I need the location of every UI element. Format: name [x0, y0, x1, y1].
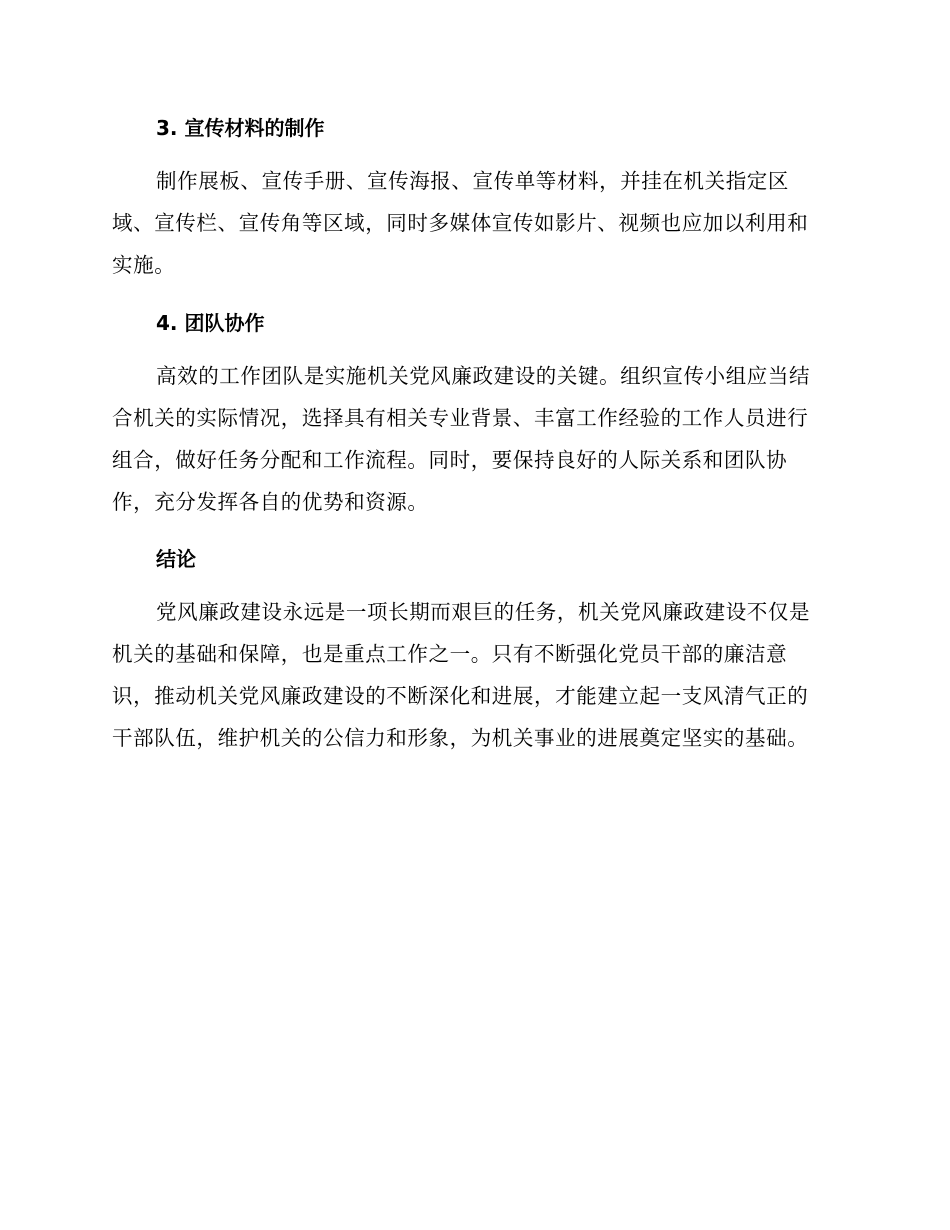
paragraph-line: 干部队伍，维护机关的公信力和形象，为机关事业的进展奠定坚实的基础。	[112, 726, 809, 750]
paragraph-line: 作，充分发挥各自的优势和资源。	[112, 490, 429, 514]
paragraph-line: 制作展板、宣传手册、宣传海报、宣传单等材料，并挂在机关指定区	[156, 169, 789, 193]
paragraph-line: 域、宣传栏、宣传角等区域，同时多媒体宣传如影片、视频也应加以利用和	[112, 211, 809, 235]
paragraph-line: 党风廉政建设永远是一项长期而艰巨的任务，机关党风廉政建设不仅是	[156, 600, 811, 624]
paragraph-conclusion	[112, 591, 832, 759]
paragraph-teamwork	[112, 355, 832, 523]
section-heading-conclusion: 结论	[156, 547, 196, 571]
paragraph-line: 实施。	[112, 253, 176, 277]
section-heading-materials: 3. 宣传材料的制作	[156, 116, 325, 140]
section-heading-teamwork: 4. 团队协作	[156, 311, 265, 335]
paragraph-line: 机关的基础和保障，也是重点工作之一。只有不断强化党员干部的廉洁意	[112, 642, 788, 666]
paragraph-line: 合机关的实际情况，选择具有相关专业背景、丰富工作经验的工作人员进行	[112, 406, 809, 430]
paragraph-materials	[112, 160, 832, 286]
paragraph-line: 识，推动机关党风廉政建设的不断深化和进展，才能建立起一支风清气正的	[112, 684, 809, 708]
paragraph-line: 高效的工作团队是实施机关党风廉政建设的关键。组织宣传小组应当结	[156, 364, 811, 388]
paragraph-line: 组合，做好任务分配和工作流程。同时，要保持良好的人际关系和团队协	[112, 448, 788, 472]
